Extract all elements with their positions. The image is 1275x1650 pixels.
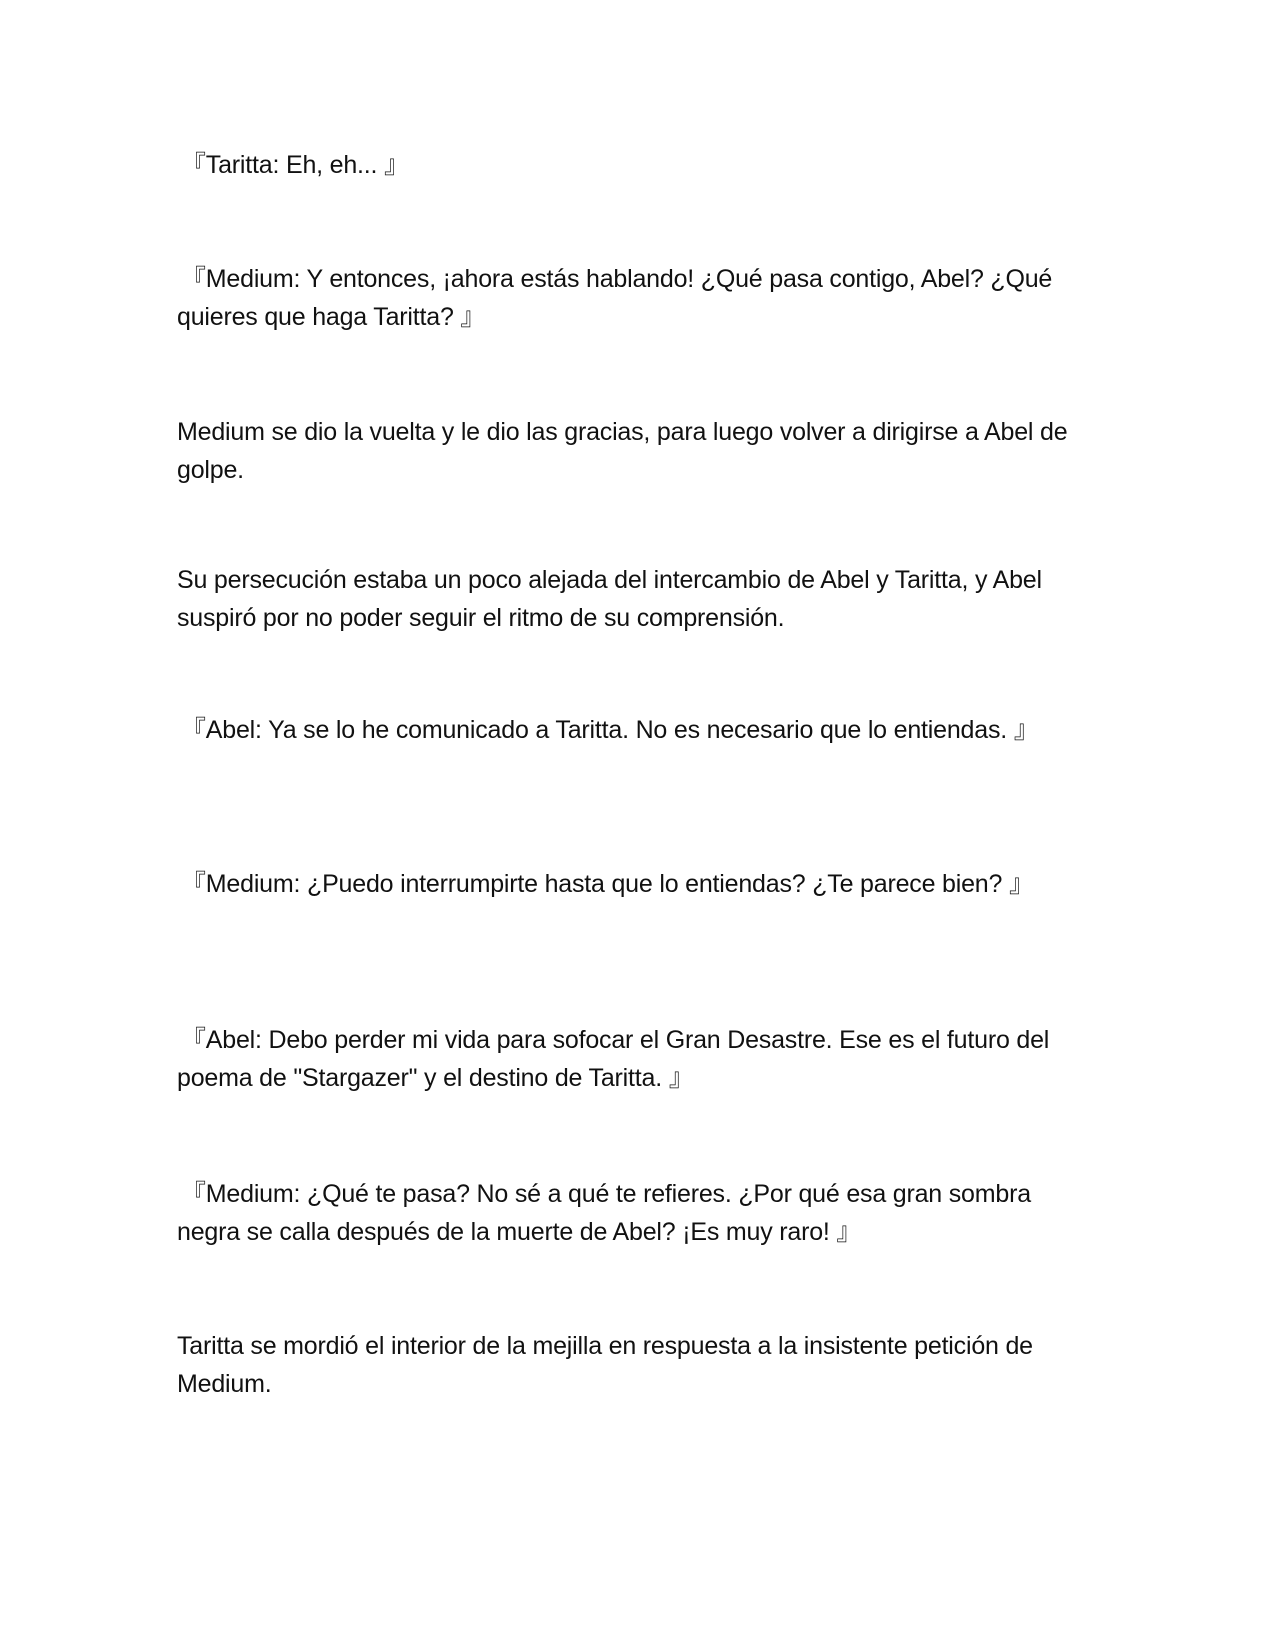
dialogue-abel-1: 『Abel: Ya se lo he comunicado a Taritta. No es necesario que lo entiendas. 』 — [181, 716, 1039, 744]
dialogue-abel-2: 『Abel: Debo perder mi vida para sofocar el Gran Desastre. Ese es el futuro del poema de "Stargazer" y el destino de Taritta. 』 — [177, 1026, 1050, 1092]
narration-paragraph-3: Taritta se mordió el interior de la mejilla en respuesta a la insistente petición de Medium. — [177, 1332, 1033, 1398]
dialogue-medium-2: 『Medium: ¿Puedo interrumpirte hasta que lo entiendas? ¿Te parece bien? 』 — [181, 870, 1034, 898]
narration-paragraph-1: Medium se dio la vuelta y le dio las gracias, para luego volver a dirigirse a Abel de golpe. — [177, 418, 1068, 484]
dialogue-medium-3: 『Medium: ¿Qué te pasa? No sé a qué te refieres. ¿Por qué esa gran sombra negra se calla después de la muerte de Abel? ¡Es muy raro! 』 — [177, 1180, 1031, 1246]
narration-paragraph-2: Su persecución estaba un poco alejada del intercambio de Abel y Taritta, y Abel suspiró por no poder seguir el ritmo de su comprensión. — [177, 566, 1042, 632]
dialogue-taritta-1: 『Taritta: Eh, eh... 』 — [181, 151, 409, 179]
dialogue-medium-1: 『Medium: Y entonces, ¡ahora estás hablando! ¿Qué pasa contigo, Abel? ¿Qué quieres que haga Taritta? 』 — [177, 265, 1053, 331]
